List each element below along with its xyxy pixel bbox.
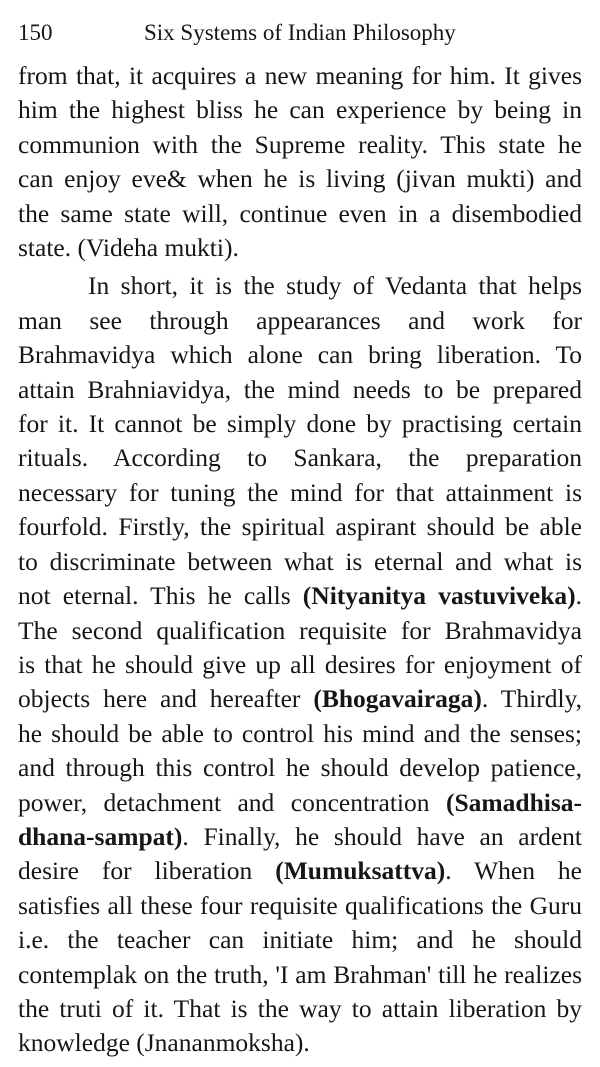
- text-line: The second qualification requisite for Brahmavidya: [18, 616, 582, 645]
- text-line: to discriminate between what is eternal and what is: [18, 547, 582, 576]
- text-line: rituals. According to Sankara, the preparation: [18, 443, 582, 472]
- text-line: him the highest bliss he can experience by being in: [18, 95, 582, 124]
- text-line: [18, 853, 582, 889]
- text-line: is that he should give up all desires for enjoyment of: [18, 650, 582, 679]
- text-line: man see through appearances and work for: [18, 306, 582, 335]
- sanskrit-term-bold: (Bhogavairaga): [313, 684, 482, 713]
- text-line: communion with the Supreme reality. This state he: [18, 130, 582, 159]
- text-run: . Thirdly,: [481, 684, 582, 713]
- text-line: [18, 578, 582, 614]
- text-line: and through this control he should develop patience,: [18, 753, 582, 782]
- running-title: Six Systems of Indian Philosophy: [144, 20, 456, 45]
- text-line: the truti of it. That is the way to attain liberation by: [18, 994, 582, 1023]
- text-line: state. (Videha mukti).: [18, 233, 239, 262]
- text-line: i.e. the teacher can initiate him; and he should: [18, 925, 582, 954]
- text-run: .: [575, 581, 582, 610]
- page-number: 150: [18, 20, 53, 45]
- text-run: not eternal. This he calls: [18, 581, 303, 610]
- sanskrit-term-bold: (Nityanitya vastuviveka): [302, 581, 576, 610]
- text-line: the same state will, continue even in a disembodied: [18, 199, 582, 228]
- text-line: necessary for tuning the mind for that attainment is: [18, 478, 582, 507]
- text-line: contemplak on the truth, 'I am Brahman' till he realizes: [18, 960, 582, 989]
- text-line: he should be able to control his mind and the senses;: [18, 719, 582, 748]
- text-run: . Finally, he should have an ardent: [182, 822, 582, 851]
- text-line: attain Brahniavidya, the mind needs to be prepared: [18, 375, 582, 404]
- text-line: In short, it is the study of Vedanta that helps: [88, 271, 582, 300]
- page-header: [18, 18, 578, 48]
- text-run: desire for liberation: [18, 856, 276, 885]
- text-line: [18, 819, 582, 855]
- text-line: for it. It cannot be simply done by practising certain: [18, 409, 582, 438]
- text-run: power, detachment and concentration: [18, 788, 446, 817]
- sanskrit-term-bold: (Mumuksattva): [275, 856, 446, 885]
- text-line: satisfies all these four requisite qualifications the Guru: [18, 891, 582, 920]
- text-run: objects here and hereafter: [18, 684, 314, 713]
- text-line: from that, it acquires a new meaning for him. It gives: [18, 61, 582, 90]
- text-run: . When he: [445, 856, 582, 885]
- text-line: knowledge (Jnananmoksha).: [18, 1028, 310, 1057]
- sanskrit-term-bold: (Samadhisa-: [445, 788, 582, 817]
- text-line: fourfold. Firstly, the spiritual aspirant should be able: [18, 512, 582, 541]
- sanskrit-term-bold: dhana-sampat): [18, 822, 183, 851]
- text-line: can enjoy eve& when he is living (jivan mukti) and: [18, 164, 582, 193]
- text-line: Brahmavidya which alone can bring liberation. To: [18, 340, 582, 369]
- text-line: [18, 785, 582, 821]
- text-line: [18, 681, 582, 717]
